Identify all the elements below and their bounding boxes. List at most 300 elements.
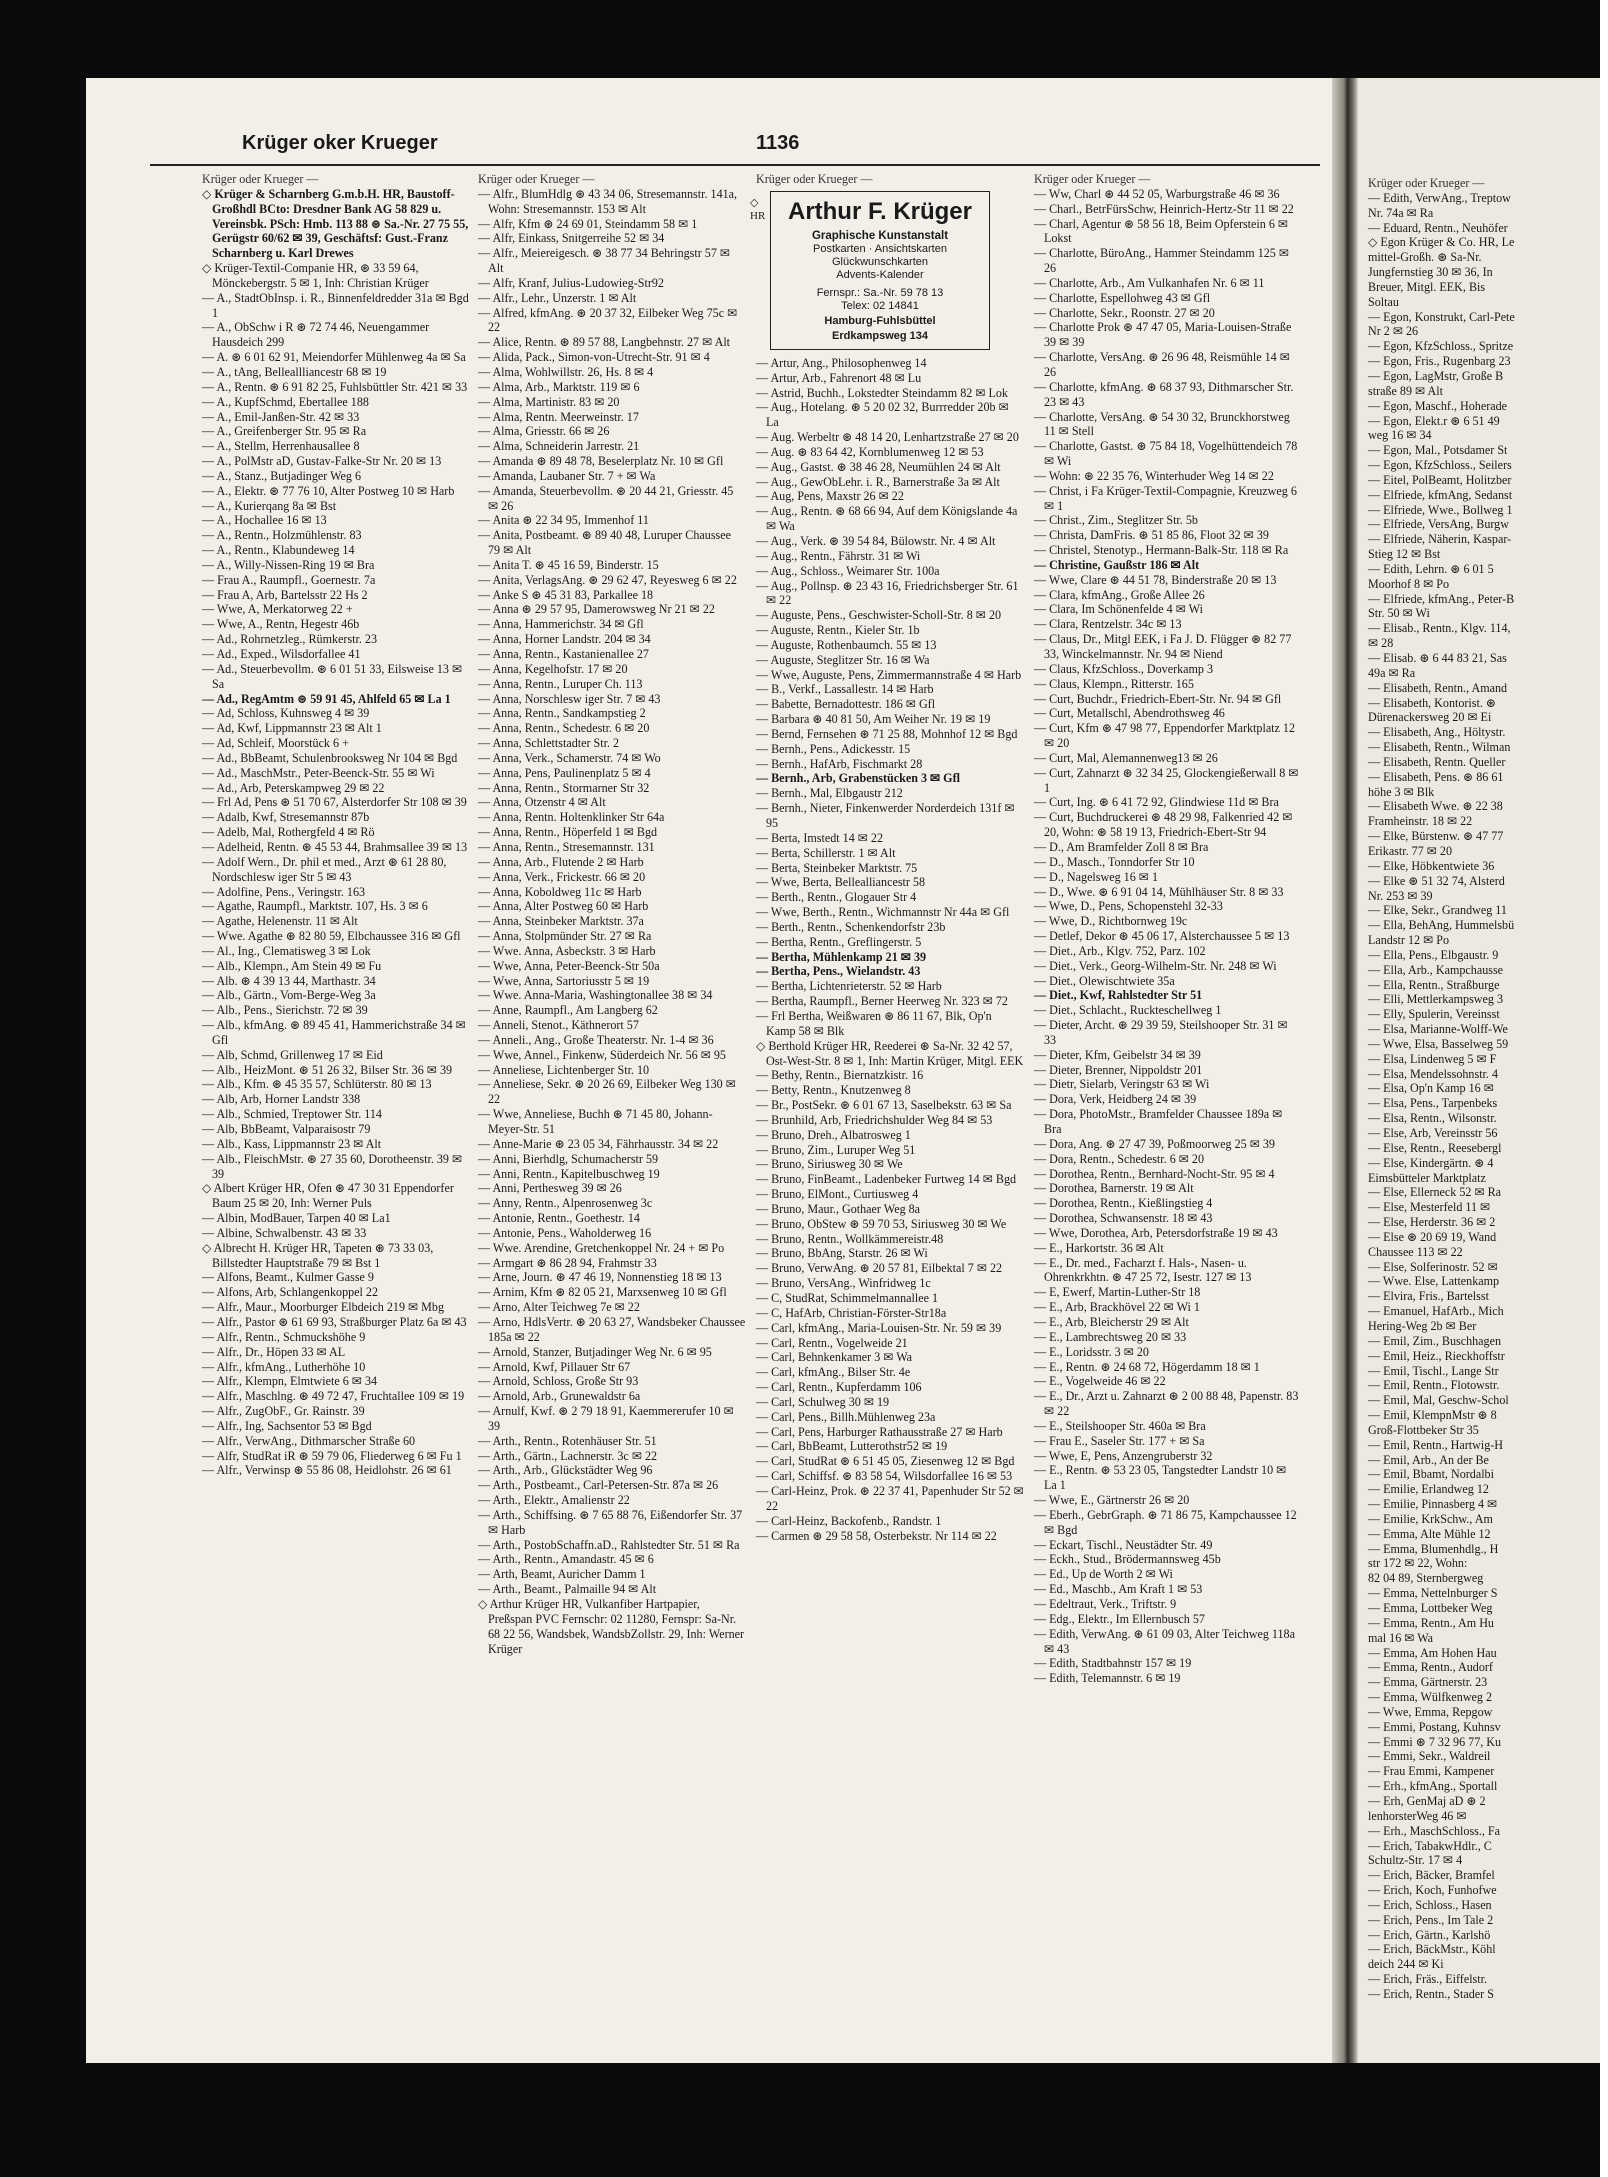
adjacent-entry: — Emanuel, HafArb., Mich <box>1368 1304 1504 1319</box>
directory-entry: — Al., Ing., Clematisweg 3 ✉ Lok <box>202 943 371 958</box>
ad-phone: Fernspr.: Sa.-Nr. 59 78 13 <box>816 286 944 299</box>
directory-entry: — Wwe, Annel., Finkenw, Süderdeich Nr. 56 ✉ 95 <box>478 1047 726 1062</box>
directory-entry: — A., PolMstr aD, Gustav-Falke-Str Nr. 20 ✉ 13 <box>202 454 442 469</box>
directory-entry: — Amanda, Steuerbevollm. ⊛ 20 44 21, Griesstr. 45 ✉ 26 <box>478 483 734 513</box>
directory-entry: — Arnold, Stanzer, Butjadinger Weg Nr. 6 ✉ 95 <box>478 1344 712 1359</box>
adjacent-entry: — Emil, Bbamt, Nordalbi <box>1368 1467 1494 1482</box>
directory-entry: — Aug., Gastst. ⊛ 38 46 28, Neumühlen 24 ✉ Alt <box>756 459 1001 474</box>
directory-entry: — Arnold, Schloss, Große Str 93 <box>478 1374 639 1389</box>
adjacent-entry: — Egon, Elekt.r ⊛ 6 51 49 <box>1368 413 1500 428</box>
directory-entry: — Diet., Kwf, Rahlstedter Str 51 <box>1034 988 1203 1003</box>
adjacent-entry: Nr 2 ✉ 26 <box>1368 324 1419 339</box>
directory-entry: — Aug., Rentn., Fährstr. 31 ✉ Wi <box>756 548 921 563</box>
directory-entry: — Eberh., GebrGraph. ⊛ 71 86 75, Kampchaussee 12 ✉ Bgd <box>1034 1507 1297 1537</box>
directory-entry: — Aug., Verk. ⊛ 39 54 84, Bülowstr. Nr. 4 ✉ Alt <box>756 533 996 548</box>
directory-entry: — E., Lambrechtsweg 20 ✉ 33 <box>1034 1329 1187 1344</box>
adjacent-entry: Hering-Weg 2b ✉ Ber <box>1368 1318 1477 1333</box>
directory-entry: — Brunhild, Arb, Friedrichshulder Weg 84 ✉ 53 <box>756 1112 993 1127</box>
directory-entry: ◇ Krüger & Scharnberg G.m.b.H. HR, Baustoff-Großhdl BCto: Dresdner Bank AG 58 829 u. Vereinsbk. PSch: Hmb. 113 88 ⊛ Sa.-Nr. 27 75 55, Gerügstr 60/62 ✉ 39, Geschäftsf: Gust.-Franz Scharnberg u. Karl Drewes <box>202 186 469 261</box>
directory-entry: — A., Rentn. ⊛ 6 91 82 25, Fuhlsbüttler Str. 421 ✉ 33 <box>202 379 468 394</box>
directory-entry: — Ad, Schleif, Moorstück 6 + <box>202 736 349 751</box>
adjacent-column-head: Krüger oder Krueger — <box>1368 176 1485 190</box>
adjacent-entry: — Egon, KfzSchloss., Spritze <box>1368 339 1514 354</box>
adjacent-entry: Str. 50 ✉ Wi <box>1368 606 1430 621</box>
directory-entry: — Alfr, Kranf, Julius-Ludowieg-Str92 <box>478 275 664 290</box>
scan-border-bottom <box>0 2063 1600 2177</box>
directory-entry: — Agathe, Helenenstr. 11 ✉ Alt <box>202 914 358 929</box>
directory-entry: — Anna, Koboldweg 11c ✉ Harb <box>478 884 642 899</box>
directory-entry: — D., Am Bramfelder Zoll 8 ✉ Bra <box>1034 839 1209 854</box>
directory-entry: — Aug., Schloss., Weimarer Str. 100a <box>756 563 940 578</box>
directory-entry: — Carl, Schulweg 30 ✉ 19 <box>756 1394 890 1409</box>
adjacent-entry: höhe 3 ✉ Blk <box>1368 784 1435 799</box>
directory-entry: — Alb., HeizMont. ⊛ 51 26 32, Bilser Str. 36 ✉ 39 <box>202 1062 453 1077</box>
directory-entry: — Ad., RegAmtm ⊛ 59 91 45, Ahlfeld 65 ✉ La 1 <box>202 691 451 706</box>
directory-entry: — Bernh., Mal, Elbgaustr 212 <box>756 786 903 801</box>
directory-entry: — C, HafArb, Christian-Förster-Str18a <box>756 1305 947 1320</box>
directory-entry: — Dorothea, Schwansenstr. 18 ✉ 43 <box>1034 1211 1213 1226</box>
directory-entry: — Curt, Zahnarzt ⊛ 32 34 25, Glockengießerwall 8 ✉ 1 <box>1034 765 1299 795</box>
directory-entry: — Arth., Rentn., Rotenhäuser Str. 51 <box>478 1433 657 1448</box>
directory-entry: — Alma, Griesstr. 66 ✉ 26 <box>478 424 610 439</box>
directory-entry: — Claus, KfzSchloss., Doverkamp 3 <box>1034 661 1214 676</box>
directory-entry: — Ed., Maschb., Am Kraft 1 ✉ 53 <box>1034 1582 1203 1597</box>
directory-entry: — Dieter, Archt. ⊛ 29 39 59, Steilshooper Str. 31 ✉ 33 <box>1034 1018 1288 1047</box>
directory-entry: — Alb., FleischMstr. ⊛ 27 35 60, Dorotheenstr. 39 ✉ 39 <box>202 1151 463 1181</box>
directory-entry: — Curt, Ing. ⊛ 6 41 72 92, Glindwiese 11d ✉ Bra <box>1034 795 1279 810</box>
directory-entry: — A., Stanz., Butjadinger Weg 6 <box>202 468 362 483</box>
directory-entry: — A., Stellm, Herrenhausallee 8 <box>202 439 360 454</box>
directory-entry: — Ad., Steuerbevollm. ⊛ 6 01 51 33, Eilsweise 13 ✉ Sa <box>202 661 463 691</box>
adjacent-entry: — Elsa, Marianne-Wolff-We <box>1368 1022 1508 1037</box>
directory-entry: — Anita ⊛ 22 34 95, Immenhof 11 <box>478 513 649 528</box>
adjacent-entry: — Elke, Bürstenw. ⊛ 47 77 <box>1368 829 1504 844</box>
adjacent-entry: Dürenackersweg 20 ✉ Ei <box>1368 710 1492 725</box>
adjacent-entry: Groß-Flottbeker Str 35 <box>1368 1422 1479 1437</box>
directory-entry: — Adolf Wern., Dr. phil et med., Arzt ⊛ 61 28 80, Nordschlesw iger Str 5 ✉ 43 <box>202 854 447 884</box>
directory-entry: — Christa, DamFris. ⊛ 51 85 86, Floot 32 ✉ 39 <box>1034 528 1269 543</box>
directory-entry: — Alb., Klempn., Am Stein 49 ✉ Fu <box>202 958 382 973</box>
directory-entry: — Charlotte, Espellohweg 43 ✉ Gfl <box>1034 290 1211 305</box>
directory-entry: — Ad., Exped., Wilsdorfallee 41 <box>202 647 361 661</box>
ad-company-name: Arthur F. Krüger <box>787 197 972 225</box>
adjacent-entry: — Emmi, Sekr., Waldreil <box>1368 1749 1491 1764</box>
directory-entry: — Christine, Gaußstr 186 ✉ Alt <box>1034 557 1200 572</box>
directory-entry: — A., Rentn., Klabundeweg 14 <box>202 543 355 558</box>
directory-entry: — Ad., MaschMstr., Peter-Beenck-Str. 55 ✉ Wi <box>202 765 435 780</box>
directory-entry: — Barbara ⊛ 40 81 50, Am Weiher Nr. 19 ✉ 19 <box>756 712 991 727</box>
directory-entry: — Dieter, Brenner, Nippoldstr 201 <box>1034 1062 1203 1077</box>
directory-entry: — Aug, Pens, Maxstr 26 ✉ 22 <box>756 489 904 504</box>
directory-entry: — Bruno, Dreh., Albatrosweg 1 <box>756 1127 911 1142</box>
directory-entry: — Betty, Rentn., Knutzenweg 8 <box>756 1083 911 1098</box>
directory-entry: — A., Elektr. ⊛ 77 76 10, Alter Postweg 10 ✉ Harb <box>202 483 455 498</box>
directory-entry: — Carl, StudRat ⊛ 6 51 45 05, Ziesenweg 12 ✉ Bgd <box>756 1454 1015 1469</box>
directory-entry: — Arno, Alter Teichweg 7e ✉ 22 <box>478 1300 640 1315</box>
book-gutter <box>1332 78 1358 2063</box>
adjacent-entry: — Eitel, PolBeamt, Holitzber <box>1368 472 1512 487</box>
adjacent-entry: Breuer, Mitgl. EEK, Bis <box>1368 279 1486 294</box>
adjacent-entry: — Emmi ⊛ 7 32 96 77, Ku <box>1368 1734 1502 1749</box>
directory-entry: — A. ⊛ 6 01 62 91, Meiendorfer Mühlenweg 4a ✉ Sa <box>202 350 466 365</box>
directory-entry: ◇ Albrecht H. Krüger HR, Tapeten ⊛ 73 33 03, Billstedter Hauptstraße 79 ✉ Bst 1 <box>202 1240 434 1270</box>
adjacent-entry: — Elfriede, VersAng, Burgw <box>1368 517 1509 532</box>
directory-entry: — Berta, Steinbeker Marktstr. 75 <box>756 860 918 875</box>
adjacent-entry: — Ella, Arb., Kampchausse <box>1368 962 1504 977</box>
directory-entry: — Detlef, Dekor ⊛ 45 06 17, Alsterchaussee 5 ✉ 13 <box>1034 929 1290 944</box>
directory-entry: — Bernd, Fernsehen ⊛ 71 25 88, Mohnhof 12 ✉ Bgd <box>756 726 1018 741</box>
adjacent-entry: — Erich, Rentn., Stader S <box>1368 1986 1494 2001</box>
page-title: Krüger oker Krueger <box>242 132 438 154</box>
directory-entry: — Artur, Arb., Fahrenort 48 ✉ Lu <box>756 370 922 385</box>
adjacent-entry: — Elfriede, Näherin, Kaspar- <box>1368 532 1512 547</box>
directory-entry: — Wwe. Agathe ⊛ 82 80 59, Elbchaussee 316 ✉ Gfl <box>202 929 461 944</box>
directory-entry: — Dora, Ang. ⊛ 27 47 39, Poßmoorweg 25 ✉ 39 <box>1034 1136 1275 1151</box>
directory-entry: — E., Harkortstr. 36 ✉ Alt <box>1034 1240 1164 1255</box>
directory-entry: — Wwe, Anna, Sartoriusstr 5 ✉ 19 <box>478 973 650 988</box>
directory-entry: — Charl, Agentur ⊛ 58 56 18, Beim Opferstein 6 ✉ Lokst <box>1034 216 1289 246</box>
directory-entry: — Anna, Verk., Frickestr. 66 ✉ 20 <box>478 869 646 884</box>
directory-entry: — Anne-Marie ⊛ 23 05 34, Fährhausstr. 34 ✉ 22 <box>478 1136 719 1151</box>
adjacent-entry: — Emil, Mal, Geschw-Schol <box>1368 1393 1509 1408</box>
directory-entry: — Berta, Schillerstr. 1 ✉ Alt <box>756 845 896 860</box>
directory-entry: — Alfr., Meiereigesch. ⊛ 38 77 34 Behringstr 57 ✉ Alt <box>478 246 731 276</box>
adjacent-entry: — Edith, VerwAng., Treptow <box>1368 190 1511 205</box>
directory-entry: — Bertha, Raumpfl., Berner Heerweg Nr. 323 ✉ 72 <box>756 994 1008 1009</box>
directory-entry: — Alfr., Ing, Sachsentor 53 ✉ Bgd <box>202 1418 372 1433</box>
directory-entry: — Arne, Journ. ⊛ 47 46 19, Nonnenstieg 18 ✉ 13 <box>478 1270 722 1285</box>
adjacent-entry: — Egon, Fris., Rugenbarg 23 <box>1368 354 1511 369</box>
adjacent-entry: — Erh., MaschSchloss., Fa <box>1368 1823 1501 1838</box>
adjacent-entry: — Elisabeth, Rentn., Wilman <box>1368 740 1511 755</box>
directory-entry: — Frl Bertha, Weißwaren ⊛ 86 11 67, Blk, Op'n Kamp 58 ✉ Blk <box>756 1008 992 1038</box>
directory-entry: — Dorothea, Rentn., Bernhard-Nocht-Str. 95 ✉ 4 <box>1034 1166 1275 1181</box>
directory-entry: — Edith, Telemannstr. 6 ✉ 19 <box>1034 1671 1181 1686</box>
scan-border-top <box>0 0 1600 78</box>
directory-entry: — E., Steilshooper Str. 460a ✉ Bra <box>1034 1418 1206 1433</box>
directory-entry: — Anna, Rentn., Sandkampstieg 2 <box>478 706 646 721</box>
adjacent-entry: — Emil, Tischl., Lange Str <box>1368 1363 1499 1378</box>
adjacent-entry: — Egon, Mal., Potsdamer St <box>1368 443 1508 458</box>
directory-entry: — Alma, Wohlwillstr. 26, Hs. 8 ✉ 4 <box>478 364 654 379</box>
directory-entry: — A., tAng, Belleallliancestr 68 ✉ 19 <box>202 364 387 379</box>
adjacent-entry: — Elisab. ⊛ 6 44 83 21, Sas <box>1368 651 1507 665</box>
directory-entry: — Christ., Zim., Steglitzer Str. 5b <box>1034 513 1198 528</box>
directory-entry: — Anna, Alter Postweg 60 ✉ Harb <box>478 899 649 914</box>
adjacent-page <box>1358 78 1600 2063</box>
adjacent-entry: — Emilie, KrkSchw., Am <box>1368 1511 1493 1526</box>
adjacent-entry: — Elisab., Rentn., Klgv. 114, <box>1368 621 1511 636</box>
adjacent-entry: — Erh, GenMaj aD ⊛ 2 <box>1368 1793 1486 1808</box>
ad-line: Postkarten · Ansichtskarten <box>813 242 947 255</box>
directory-entry: — Amanda ⊛ 89 48 78, Beselerplatz Nr. 10 ✉ Gfl <box>478 454 724 469</box>
directory-entry: — Wwe, A, Merkatorweg 22 + <box>202 602 353 617</box>
directory-entry: — Bruno, VersAng., Winfridweg 1c <box>756 1276 931 1291</box>
directory-entry: — Agathe, Raumpfl., Marktstr. 107, Hs. 3 ✉ 6 <box>202 899 428 914</box>
adjacent-entry: Landstr 12 ✉ Po <box>1368 933 1450 948</box>
directory-entry: — Arth., Rentn., Amandastr. 45 ✉ 6 <box>478 1552 654 1567</box>
directory-entry: — Anna, Rentn., Kastanienallee 27 <box>478 647 649 661</box>
directory-entry: — Alb., kfmAng. ⊛ 89 45 41, Hammerichstraße 34 ✉ Gfl <box>202 1018 466 1047</box>
adjacent-entry: — Elsa, Mendelssohnstr. 4 <box>1368 1066 1499 1081</box>
directory-entry: — Charlotte, Sekr., Roonstr. 27 ✉ 20 <box>1034 305 1215 320</box>
adjacent-entry: — Emma, Am Hohen Hau <box>1368 1645 1497 1660</box>
adjacent-entry: — Emil, Arb., An der Be <box>1368 1452 1489 1467</box>
directory-entry: — A., Willy-Nissen-Ring 19 ✉ Bra <box>202 557 375 572</box>
directory-entry: — Alfr., BlumHdlg ⊛ 43 34 06, Stresemannstr. 141a, Wohn: Stresemannstr. 153 ✉ Alt <box>478 186 738 216</box>
directory-entry: — Adelheid, Rentn. ⊛ 45 53 44, Brahmsallee 39 ✉ 13 <box>202 839 468 854</box>
directory-entry: — Wwe. Arendine, Gretchenkoppel Nr. 24 + ✉ Po <box>478 1240 725 1255</box>
directory-entry: — Eckart, Tischl., Neustädter Str. 49 <box>1034 1537 1213 1552</box>
directory-entry: — Carl, Schiffsf. ⊛ 83 58 54, Wilsdorfallee 16 ✉ 53 <box>756 1469 1013 1484</box>
directory-entry: — Adolfine, Pens., Veringstr. 163 <box>202 884 366 899</box>
directory-entry: — Alma, Arb., Marktstr. 119 ✉ 6 <box>478 379 640 394</box>
adjacent-entry: — Wwe, Elsa, Basselweg 59 <box>1368 1036 1509 1051</box>
directory-entry: — Anna, Otzenstr 4 ✉ Alt <box>478 795 606 810</box>
directory-entry: — Alfr., Rentn., Schmuckshöhe 9 <box>202 1329 366 1344</box>
directory-entry: — Charlotte, Arb., Am Vulkanhafen Nr. 6 ✉ 11 <box>1034 275 1265 290</box>
adjacent-entry: — Elisabeth, Ang., Höltystr. <box>1368 725 1506 740</box>
adjacent-entry: — Emmi, Postang, Kuhnsv <box>1368 1719 1501 1734</box>
directory-entry: — A., Rentn., Holzmühlenstr. 83 <box>202 528 362 543</box>
directory-entry: — E., Dr. med., Facharzt f. Hals-, Nasen- u. Ohrenkrkhtn. ⊛ 47 25 72, Isestr. 127 ✉ 13 <box>1034 1255 1252 1285</box>
column-head: Krüger oder Krueger — <box>1034 172 1151 186</box>
directory-entry: — Bernh., Arb, Grabenstücken 3 ✉ Gfl <box>756 771 960 786</box>
directory-entry: — Dieter, Kfm, Geibelstr 34 ✉ 39 <box>1034 1047 1201 1062</box>
directory-entry: — Carmen ⊛ 29 58 58, Osterbekstr. Nr 114 ✉ 22 <box>756 1528 997 1543</box>
directory-entry: — Anna, Kegelhofstr. 17 ✉ 20 <box>478 661 628 676</box>
directory-entry: — Wwe, Dorothea, Arb, Petersdorfstraße 19 ✉ 43 <box>1034 1225 1278 1240</box>
directory-entry: — Alfr, StudRat iR ⊛ 59 79 06, Fliederweg 6 ✉ Fu 1 <box>202 1448 462 1463</box>
directory-entry: — A., StadtObInsp. i. R., Binnenfeldredder 31a ✉ Bgd 1 <box>202 290 469 320</box>
directory-entry: — Diet., Olewischtwiete 35a <box>1034 973 1175 988</box>
adjacent-entry: Erikastr. 77 ✉ 20 <box>1368 843 1453 858</box>
adjacent-entry: — Egon, Konstrukt, Carl-Pete <box>1368 309 1515 324</box>
directory-entry: — Alma, Rentn. Meerweinstr. 17 <box>478 409 639 424</box>
directory-entry: — Alfred, kfmAng. ⊛ 20 37 32, Eilbeker Weg 75c ✉ 22 <box>478 305 738 335</box>
adjacent-entry: — Erich, Gärtn., Karlshö <box>1368 1927 1491 1942</box>
directory-entry: — Edeltraut, Verk., Triftstr. 9 <box>1034 1597 1177 1611</box>
adjacent-entry: — Else, Mesterfeld 11 ✉ <box>1368 1200 1491 1215</box>
adjacent-entry: straße 89 ✉ Alt <box>1368 383 1443 398</box>
directory-entry: — Bruno, VerwAng. ⊛ 20 57 81, Eilbektal 7 ✉ 22 <box>756 1261 1003 1276</box>
adjacent-entry: mittel-Großh. ⊛ Sa-Nr. <box>1368 250 1482 265</box>
adjacent-entry: — Emma, Rentn., Am Hu <box>1368 1615 1494 1630</box>
adjacent-entry: — Erich, Schloss., Hasen <box>1368 1897 1492 1912</box>
directory-entry: — Clara, Rentzelstr. 34c ✉ 13 <box>1034 617 1182 632</box>
directory-entry: — Berta, Imstedt 14 ✉ 22 <box>756 830 884 845</box>
directory-entry: — Arth, Beamt, Auricher Damm 1 <box>478 1567 646 1582</box>
directory-entry: — Anneli., Ang., Große Theaterstr. Nr. 1-4 ✉ 36 <box>478 1032 714 1047</box>
directory-column-3 <box>750 172 1024 2052</box>
adjacent-entry: — Ella, Pens., Elbgaustr. 9 <box>1368 947 1499 962</box>
directory-entry: — E, Ewerf, Martin-Luther-Str 18 <box>1034 1285 1201 1300</box>
directory-entry: — Charl., BetrFürsSchw, Heinrich-Hertz-Str 11 ✉ 22 <box>1034 201 1294 216</box>
ad-subtitle: Graphische Kunstanstalt <box>811 229 949 242</box>
adjacent-entry: — Elisabeth, Kontorist. ⊛ <box>1368 695 1497 710</box>
adjacent-entry: — Emil, Rentn., Flotowstr. <box>1368 1378 1500 1393</box>
adjacent-entry: — Emma, Lottbeker Weg <box>1368 1601 1493 1615</box>
directory-entry: — Bruno, FinBeamt., Ladenbeker Furtweg 14 ✉ Bgd <box>756 1172 1017 1187</box>
adjacent-entry: — Erich, BäckMstr., Köhl <box>1368 1942 1496 1957</box>
directory-entry: — Dorothea, Rentn., Kießlingstieg 4 <box>1034 1196 1213 1211</box>
directory-entry: — Curt, Mal, Alemannenweg13 ✉ 26 <box>1034 750 1218 765</box>
directory-entry: — Alb, BbBeamt, Valparaisostr 79 <box>202 1122 371 1136</box>
directory-entry: — Arth., Schiffsing. ⊛ 7 65 88 76, Eißendorfer Str. 37 ✉ Harb <box>478 1507 743 1537</box>
directory-entry: — Bruno, ObStew ⊛ 59 70 53, Siriusweg 30 ✉ We <box>756 1216 1007 1231</box>
directory-entry: — Carl, Pens., Billh.Mühlenweg 23a <box>756 1409 936 1424</box>
adjacent-entry: Soltau <box>1368 294 1399 309</box>
directory-entry: — Ww, Charl ⊛ 44 52 05, Warburgstraße 46 ✉ 36 <box>1034 186 1280 201</box>
directory-entry: — Anna, Horner Landstr. 204 ✉ 34 <box>478 632 651 647</box>
adjacent-entry: — Elfriede, Wwe., Bollweg 1 <box>1368 502 1513 517</box>
directory-entry: — D., Nagelsweg 16 ✉ 1 <box>1034 869 1158 884</box>
directory-entry: — Eckh., Stud., Brödermannsweg 45b <box>1034 1552 1221 1567</box>
directory-entry: — Bertha, Rentn., Greflingerstr. 5 <box>756 934 922 949</box>
directory-entry: — Anke S ⊛ 45 31 83, Parkallee 18 <box>478 587 654 602</box>
directory-entry: — Claus, Klempn., Ritterstr. 165 <box>1034 676 1194 691</box>
directory-entry: — Alb., Schmied, Treptower Str. 114 <box>202 1107 382 1122</box>
directory-entry: — E., Dr., Arzt u. Zahnarzt ⊛ 2 00 88 48, Papenstr. 83 ✉ 22 <box>1034 1389 1299 1419</box>
directory-entry: — Charlotte, VersAng. ⊛ 26 96 48, Reismühle 14 ✉ 26 <box>1034 350 1290 379</box>
directory-entry: — Bruno, BbAng, Starstr. 26 ✉ Wi <box>756 1246 928 1261</box>
directory-entry: — Babette, Bernadottestr. 186 ✉ Gfl <box>756 697 936 712</box>
directory-entry: — Bruno, Siriusweg 30 ✉ We <box>756 1157 903 1172</box>
directory-column-4 <box>1034 172 1302 2052</box>
directory-entry: — Curt, Buchdr., Friedrich-Ebert-Str. Nr. 94 ✉ Gfl <box>1034 691 1282 706</box>
directory-entry: — Bertha, Mühlenkamp 21 ✉ 39 <box>756 949 927 964</box>
ad-place: Hamburg-Fuhlsbüttel <box>824 314 936 327</box>
adjacent-entry: — Elli, Mettlerkampsweg 3 <box>1368 992 1504 1007</box>
directory-entry: — B., Verkf., Lassallestr. 14 ✉ Harb <box>756 682 934 697</box>
directory-entry: — Wwe, Clare ⊛ 44 51 78, Binderstraße 20 ✉ 13 <box>1034 572 1277 587</box>
directory-entry: — Anna, Hammerichstr. 34 ✉ Gfl <box>478 617 644 632</box>
directory-entry: — Arth., Arb., Glückstädter Weg 96 <box>478 1463 653 1478</box>
directory-entry: — Anne, Raumpfl., Am Langberg 62 <box>478 1003 658 1018</box>
directory-entry: — Alma, Martinistr. 83 ✉ 20 <box>478 394 620 409</box>
directory-entry: — Alb, Schmd, Grillenweg 17 ✉ Eid <box>202 1047 383 1062</box>
adjacent-entry: — Elsa, Lindenweg 5 ✉ F <box>1368 1051 1497 1066</box>
adjacent-entry: Moorhof 8 ✉ Po <box>1368 576 1450 591</box>
directory-entry: ◇ Arthur Krüger HR, Vulkanfiber Hartpapier, Preßspan PVC Fernschr: 02 11280, Fernspr: Sa-Nr. 68 22 56, Wandsbek, WandsbZollstr. 29, Inh: Werner Krüger <box>478 1597 745 1656</box>
directory-entry: — Carl, Rentn., Kupferdamm 106 <box>756 1380 922 1395</box>
directory-entry: — A., Emil-Janßen-Str. 42 ✉ 33 <box>202 409 360 424</box>
scan-border-left <box>0 0 86 2177</box>
directory-entry: — Ad, Kwf, Lippmannstr 23 ✉ Alt 1 <box>202 721 382 736</box>
directory-entry: — Anna, Rentn., Stresemannstr. 131 <box>478 839 655 854</box>
adjacent-entry: — Ella, BehAng, Hummelsbü <box>1368 918 1515 933</box>
directory-entry: — Auguste, Rentn., Kieler Str. 1b <box>756 623 920 638</box>
directory-entry: — Antonie, Pens., Waholderweg 16 <box>478 1225 652 1240</box>
directory-entry: — Anita T. ⊛ 45 16 59, Binderstr. 15 <box>478 557 659 572</box>
adjacent-entry: — Elsa, Op'n Kamp 16 ✉ <box>1368 1081 1494 1096</box>
directory-entry: — Dorothea, Barnerstr. 19 ✉ Alt <box>1034 1181 1194 1196</box>
adjacent-entry: — Emilie, Erlandweg 12 <box>1368 1482 1489 1497</box>
directory-entry: — Ad., Rohrnetzleg., Rümkerstr. 23 <box>202 632 378 647</box>
directory-entry: — Arth., Postbeamt., Carl-Petersen-Str. 87a ✉ 26 <box>478 1478 719 1493</box>
directory-entry: — Wwe, Anneliese, Buchh ⊛ 71 45 80, Johann-Meyer-Str. 51 <box>478 1107 713 1136</box>
ad-line: Advents-Kalender <box>836 268 924 281</box>
directory-entry: ◇ Albert Krüger HR, Ofen ⊛ 47 30 31 Eppendorfer Baum 25 ✉ 20, Inh: Werner Puls <box>202 1181 454 1211</box>
directory-entry: — Auguste, Steglitzer Str. 16 ✉ Wa <box>756 652 930 667</box>
directory-entry: — Anny, Rentn., Alpenrosenweg 3c <box>478 1196 653 1211</box>
directory-entry: — Anna, Verk., Schamerstr. 74 ✉ Wo <box>478 750 661 765</box>
directory-entry: — Antonie, Rentn., Goethestr. 14 <box>478 1211 640 1226</box>
directory-entry: — Bethy, Rentn., Biernatzkistr. 16 <box>756 1068 924 1083</box>
adjacent-entry: deich 244 ✉ Ki <box>1368 1957 1444 1972</box>
directory-entry: — Alma, Schneiderin Jarrestr. 21 <box>478 439 640 454</box>
adjacent-entry: — Elke ⊛ 51 32 74, Alsterd <box>1368 873 1505 888</box>
directory-entry: — D., Masch., Tonndorfer Str 10 <box>1034 854 1195 869</box>
directory-entry: — Alfr., Pastor ⊛ 61 69 93, Straßburger Platz 6a ✉ 43 <box>202 1314 467 1329</box>
directory-entry: — Wwe, A., Rentn, Hegestr 46b <box>202 617 360 632</box>
directory-entry: — Anna, Rentn., Schedestr. 6 ✉ 20 <box>478 721 650 736</box>
directory-entry: — Bruno, Rentn., Wollkämmereistr.48 <box>756 1231 944 1246</box>
directory-entry: — Frau E., Saseler Str. 177 + ✉ Sa <box>1034 1433 1205 1448</box>
directory-entry: — Auguste, Pens., Geschwister-Scholl-Str. 8 ✉ 20 <box>756 608 1002 623</box>
adjacent-entry: — Wwe. Else, Lattenkamp <box>1368 1274 1500 1289</box>
adjacent-entry: — Egon, Maschf., Hoherade <box>1368 398 1508 413</box>
adjacent-entry: — Elisabeth, Rentn., Amand <box>1368 680 1508 695</box>
directory-entry: — Adalb, Kwf, Stresemannstr 87b <box>202 810 370 825</box>
directory-entry: — Bruno, Maur., Gothaer Weg 8a <box>756 1201 921 1216</box>
directory-entry: — Anna, Rentn., Höperfeld 1 ✉ Bgd <box>478 825 658 840</box>
adjacent-entry: Jungfernstieg 30 ✉ 36, In <box>1368 265 1493 280</box>
directory-entry: — Clara, kfmAng., Große Allee 26 <box>1034 587 1205 602</box>
directory-entry: — Edg., Elektr., Im Ellernbusch 57 <box>1034 1611 1205 1626</box>
directory-entry: — Alfr, Einkass, Snitgerreihe 52 ✉ 34 <box>478 231 665 246</box>
directory-entry: — Anna, Rentn. Holtenklinker Str 64a <box>478 810 665 825</box>
directory-entry: — E., Arb, Bleicherstr 29 ✉ Alt <box>1034 1314 1189 1329</box>
directory-entry: — Anna ⊛ 29 57 95, Damerowsweg Nr 21 ✉ 22 <box>478 602 715 617</box>
directory-entry: — Alfr., VerwAng., Dithmarscher Straße 60 <box>202 1433 416 1448</box>
adjacent-entry: — Else, Kindergärtn. ⊛ 4 <box>1368 1155 1494 1170</box>
adjacent-entry: — Wwe, Emma, Repgow <box>1368 1704 1493 1719</box>
directory-entry: — Wwe, D., Richtbornweg 19c <box>1034 914 1188 929</box>
directory-entry: — E., Loridsstr. 3 ✉ 20 <box>1034 1344 1149 1359</box>
directory-entry: — Charlotte Prok ⊛ 47 47 05, Maria-Louisen-Straße 39 ✉ 39 <box>1034 320 1292 350</box>
directory-entry: — Bruno, Zim., Luruper Weg 51 <box>756 1142 916 1157</box>
directory-entry: — Arth., Beamt., Palmaille 94 ✉ Alt <box>478 1582 657 1597</box>
directory-entry: — Charlotte, Gastst. ⊛ 75 84 18, Vogelhüttendeich 78 ✉ Wi <box>1034 439 1298 469</box>
adjacent-entry: — Edith, Lehrn. ⊛ 6 01 5 <box>1368 561 1494 576</box>
directory-entry: — Ed., Up de Worth 2 ✉ Wi <box>1034 1567 1173 1582</box>
directory-entry: — Anna, Arb., Flutende 2 ✉ Harb <box>478 854 644 869</box>
directory-entry: — Aug. Werbeltr ⊛ 48 14 20, Lenhartzstraße 27 ✉ 20 <box>756 430 1019 445</box>
directory-entry: — Anni, Bierhdlg, Schumacherstr 59 <box>478 1151 659 1166</box>
directory-entry: — Diet., Schlacht., Ruckteschellweg 1 <box>1034 1003 1222 1018</box>
directory-entry: — Bertha, Lichtenrieterstr. 52 ✉ Harb <box>756 979 942 994</box>
adjacent-entry: ◇ Egon Krüger & Co. HR, Le <box>1368 235 1515 250</box>
directory-entry: — D., Wwe. ⊛ 6 91 04 14, Mühlhäuser Str. 8 ✉ 33 <box>1034 884 1284 899</box>
adjacent-entry: Nr. 74a ✉ Ra <box>1368 205 1434 220</box>
directory-entry: — Alfr., Maur., Moorburger Elbdeich 219 ✉ Mbg <box>202 1300 445 1315</box>
directory-entry: — Anni, Perthesweg 39 ✉ 26 <box>478 1181 622 1196</box>
directory-entry: — A., KupfSchmd, Ebertallee 188 <box>202 394 369 409</box>
directory-entry: — E., Arb, Brackhövel 22 ✉ Wi 1 <box>1034 1300 1200 1315</box>
directory-entry: — Alfons, Arb, Schlangenkoppel 22 <box>202 1285 379 1300</box>
adjacent-entry: — Emil, Heiz., Rieckhoffstr <box>1368 1348 1505 1363</box>
directory-entry: — Alb., Gärtn., Vom-Berge-Weg 3a <box>202 988 376 1003</box>
directory-entry: — Alfr, Kfm ⊛ 24 69 01, Steindamm 58 ✉ 1 <box>478 216 698 231</box>
adjacent-entry: — Erich, Fräs., Eiffelstr. <box>1368 1972 1488 1987</box>
directory-entry: — Alida, Pack., Simon-von-Utrecht-Str. 91 ✉ 4 <box>478 350 710 365</box>
directory-column-2 <box>478 172 746 2052</box>
directory-entry: — Carl, Behnkenkamer 3 ✉ Wa <box>756 1350 913 1365</box>
adjacent-entry: — Else ⊛ 20 69 19, Wand <box>1368 1229 1497 1244</box>
adjacent-entry: — Else, Ellerneck 52 ✉ Ra <box>1368 1185 1502 1200</box>
adjacent-entry: — Else, Rentn., Reesebergl <box>1368 1140 1502 1155</box>
